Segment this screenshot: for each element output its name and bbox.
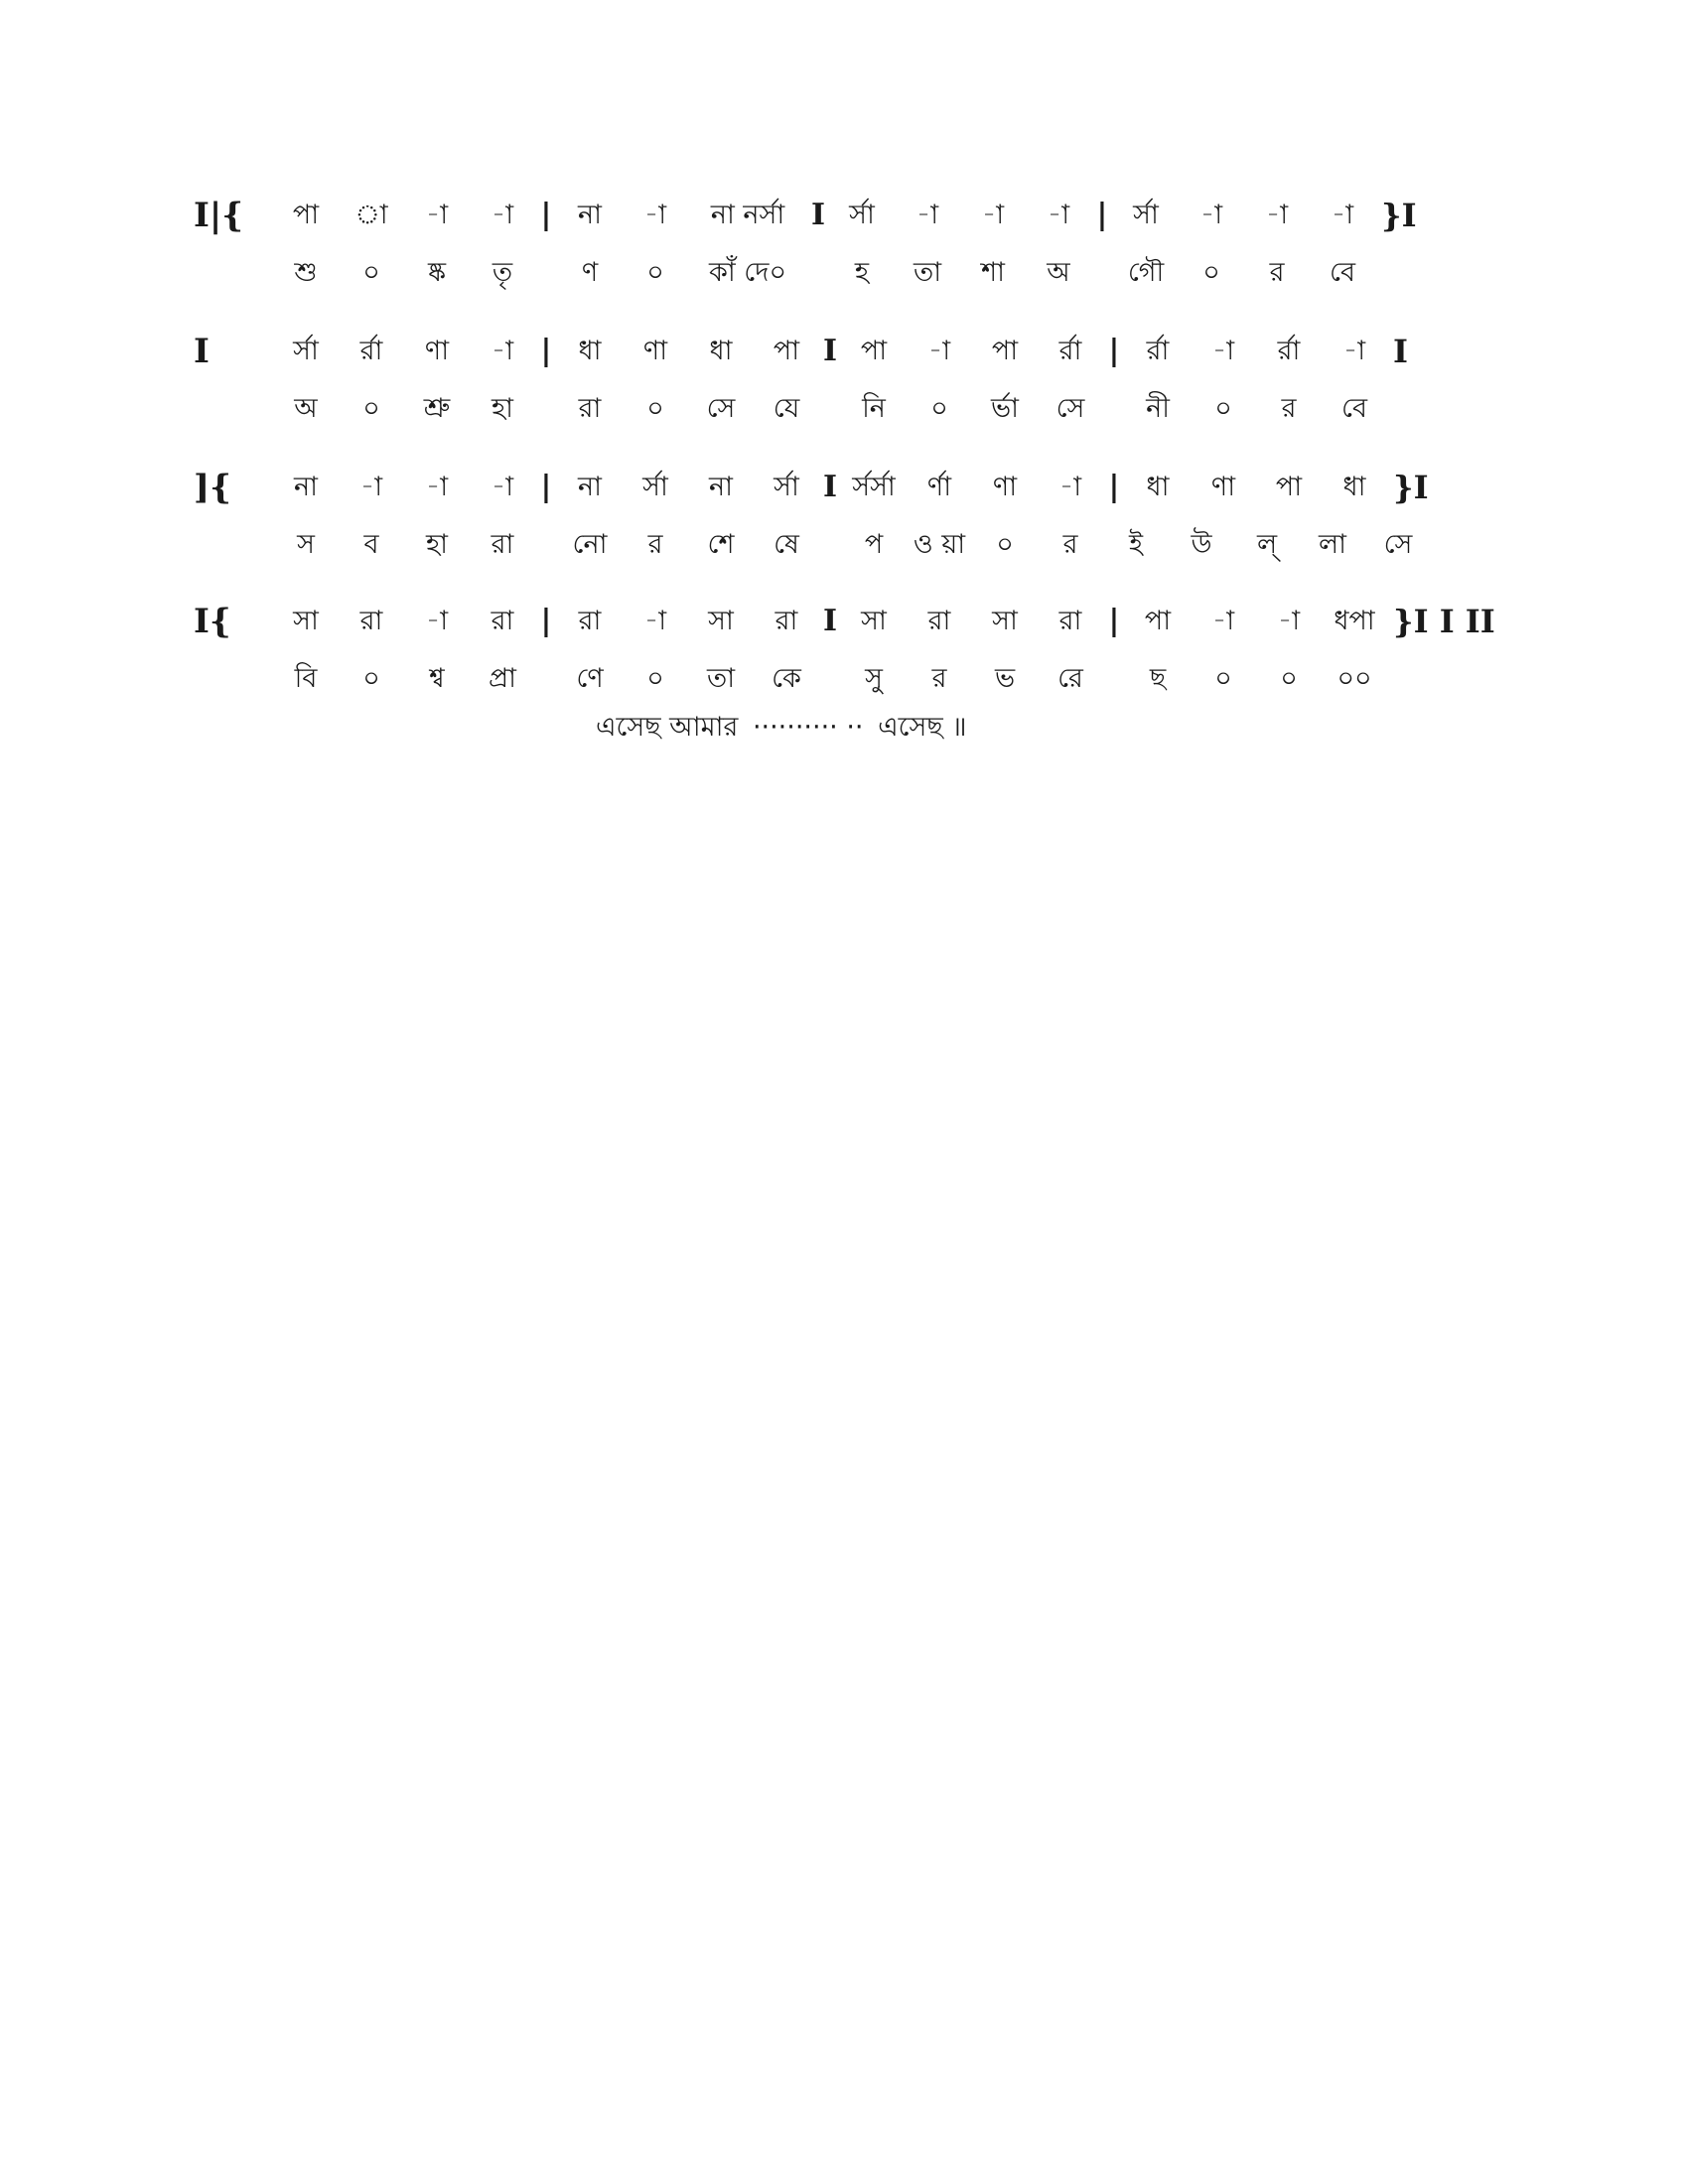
lyric-syllable: র xyxy=(1281,393,1297,424)
lyric-syllable: রা xyxy=(578,393,602,424)
notation-section-3 xyxy=(194,459,1494,574)
note: রা xyxy=(927,606,951,636)
lyric-syllable: ল্ xyxy=(1256,529,1278,560)
lyric-syllable: কাঁ দে০ xyxy=(709,257,786,288)
lyric-syllable: হ xyxy=(854,257,870,288)
lyric-syllable: শা xyxy=(981,257,1005,288)
note: পা xyxy=(773,336,800,366)
note: সা xyxy=(861,606,887,636)
lyric-cells xyxy=(273,650,1494,708)
note: ণা xyxy=(992,472,1018,502)
note: -া xyxy=(1331,200,1354,230)
notes-row xyxy=(194,187,1494,244)
lyric-cells xyxy=(273,380,1494,438)
note: না xyxy=(709,472,733,502)
lyric-syllable: ০ xyxy=(362,663,380,694)
lyric-syllable: র xyxy=(1062,529,1078,560)
note: র্রা xyxy=(1146,336,1170,366)
note: র্ণা xyxy=(926,472,952,502)
note: র্রা xyxy=(359,336,383,366)
lyrics-row xyxy=(194,244,1494,302)
lyric-cells xyxy=(273,244,1494,302)
note: ধপা xyxy=(1334,606,1375,636)
lyric-syllable: ণ xyxy=(581,257,599,288)
note: -া xyxy=(927,336,951,366)
note: -া xyxy=(425,606,449,636)
note: -া xyxy=(491,200,514,230)
lyric-syllable: ০ xyxy=(930,393,948,424)
note: র্সা xyxy=(849,200,875,230)
lyric-syllable: বে xyxy=(1341,393,1367,424)
note: রা xyxy=(578,606,602,636)
lyric-syllable: বি xyxy=(294,663,318,694)
lyric-syllable: রা xyxy=(491,529,514,560)
lyric-syllable: নী xyxy=(1146,393,1170,424)
lyrics-row xyxy=(194,650,1494,708)
row-start-marker: I|{ xyxy=(194,196,244,235)
note: র্সা xyxy=(642,472,668,502)
note: ণা xyxy=(642,336,668,366)
lyric-syllable: শ্রু xyxy=(423,393,451,424)
note: সা xyxy=(708,606,734,636)
bar-divider: | xyxy=(1108,604,1120,638)
lyric-syllable: ০ xyxy=(646,393,664,424)
lyric-syllable: ০ xyxy=(996,529,1014,560)
note: না xyxy=(294,472,318,502)
lyric-syllable: হা xyxy=(491,393,513,424)
row-end-marker: }I xyxy=(1381,197,1417,234)
note-cells xyxy=(273,323,1494,380)
lyrics-row xyxy=(194,380,1494,438)
bar-divider: | xyxy=(540,334,552,368)
note: রা xyxy=(491,606,514,636)
lyric-syllable: সে xyxy=(706,393,736,424)
note: র্সা xyxy=(293,336,319,366)
lyric-syllable: র xyxy=(1269,257,1285,288)
note: রা xyxy=(1058,606,1082,636)
lyric-syllable: র্ভা xyxy=(991,393,1019,424)
bar-divider: | xyxy=(1108,470,1120,504)
bar-divider: | xyxy=(1096,198,1108,232)
bar-divider: | xyxy=(540,604,552,638)
lyric-syllable: যে xyxy=(773,393,800,424)
lyric-syllable: ০ xyxy=(646,257,664,288)
lyric-syllable: সে xyxy=(1055,393,1085,424)
lyrics-row xyxy=(194,516,1494,574)
lyric-syllable: অ xyxy=(1047,257,1070,288)
note: া xyxy=(354,200,388,230)
lyric-syllable: হা xyxy=(425,529,448,560)
notation-section-1 xyxy=(194,187,1494,302)
note: -া xyxy=(359,472,383,502)
note: পা xyxy=(860,336,888,366)
notes-row xyxy=(194,323,1494,380)
note: ণা xyxy=(1210,472,1236,502)
note: -া xyxy=(981,200,1005,230)
lyric-syllable: কে xyxy=(772,663,801,694)
lyric-syllable: লা xyxy=(1319,529,1346,560)
notes-row xyxy=(194,459,1494,516)
lyric-syllable: গৌ xyxy=(1127,257,1165,288)
note-cells xyxy=(273,187,1494,244)
lyric-syllable: তৃ xyxy=(492,257,513,288)
lyric-syllable: ০০ xyxy=(1336,663,1372,694)
lyric-syllable: ষে xyxy=(774,529,799,560)
lyric-syllable: নো xyxy=(572,529,608,560)
lyric-syllable: ণে xyxy=(576,663,604,694)
lyric-syllable: বে xyxy=(1330,257,1355,288)
lyric-syllable: সু xyxy=(865,663,883,694)
refrain-start: এসেছ আমার xyxy=(596,712,739,743)
note: ধা xyxy=(709,336,733,366)
note-cells xyxy=(273,459,1494,516)
row-end-marker: I xyxy=(1393,333,1408,370)
note: সা xyxy=(293,606,319,636)
bar-divider: | xyxy=(1108,334,1120,368)
note: পা xyxy=(1275,472,1303,502)
bar-divider: | xyxy=(540,470,552,504)
lyric-syllable: ভ xyxy=(994,663,1016,694)
bar-divider: I xyxy=(822,604,838,638)
note: না xyxy=(578,472,602,502)
lyric-syllable: সে xyxy=(1383,529,1413,560)
note: ধা xyxy=(1146,472,1170,502)
row-end-marker: }I I II xyxy=(1393,603,1495,640)
note: র্রা xyxy=(1058,336,1082,366)
note: র্সর্সা xyxy=(852,472,896,502)
notation-section-4 xyxy=(194,593,1494,708)
lyric-syllable: ০ xyxy=(1202,257,1220,288)
note: -া xyxy=(1211,336,1235,366)
note: রা xyxy=(774,606,798,636)
lyric-cells xyxy=(273,516,1494,574)
lyric-syllable: শে xyxy=(707,529,735,560)
lyric-syllable: র xyxy=(931,663,947,694)
bar-divider: | xyxy=(540,198,552,232)
notation-section-2 xyxy=(194,323,1494,438)
lyric-syllable: নি xyxy=(862,393,886,424)
note: -া xyxy=(1277,606,1301,636)
note: -া xyxy=(1342,336,1366,366)
note: ধা xyxy=(1342,472,1366,502)
note: -া xyxy=(1211,606,1235,636)
note: -া xyxy=(425,472,449,502)
row-start-marker: I xyxy=(194,332,210,371)
note: -া xyxy=(491,336,514,366)
note: র্সা xyxy=(1133,200,1159,230)
lyric-syllable: ০ xyxy=(646,663,664,694)
note: রা xyxy=(359,606,383,636)
bar-divider: I xyxy=(810,198,826,232)
lyric-syllable: তা xyxy=(706,663,736,694)
note: -া xyxy=(643,200,667,230)
refrain-end: এসেছ ॥ xyxy=(878,712,967,743)
lyric-syllable: ০ xyxy=(1214,663,1232,694)
lyric-syllable: ই xyxy=(1128,529,1144,560)
note: -া xyxy=(425,200,449,230)
note: -া xyxy=(491,472,514,502)
note: -া xyxy=(1199,200,1223,230)
note: না xyxy=(578,200,602,230)
row-end-marker: }I xyxy=(1393,469,1429,506)
note: র্রা xyxy=(1277,336,1301,366)
note: পা xyxy=(292,200,320,230)
bar-divider: I xyxy=(822,470,838,504)
note: ধা xyxy=(578,336,602,366)
lyric-syllable: ছ xyxy=(1149,663,1167,694)
lyric-syllable: শু xyxy=(294,257,318,288)
lyric-syllable: র xyxy=(647,529,663,560)
row-start-marker: I{ xyxy=(194,602,231,641)
bar-divider: I xyxy=(822,334,838,368)
lyric-syllable: ০ xyxy=(1214,393,1232,424)
lyric-syllable: অ xyxy=(294,393,318,424)
lyric-syllable: ০ xyxy=(1280,663,1298,694)
note: -া xyxy=(1047,200,1070,230)
lyric-syllable: স xyxy=(297,529,315,560)
note-cells xyxy=(273,593,1494,650)
refrain-line xyxy=(596,707,973,751)
lyric-syllable: ষ্ক xyxy=(427,257,447,288)
lyric-syllable: ০ xyxy=(362,393,380,424)
lyric-syllable: ব xyxy=(363,529,379,560)
lyric-syllable: রে xyxy=(1057,663,1083,694)
notes-row xyxy=(194,593,1494,650)
lyric-syllable: উ xyxy=(1191,529,1212,560)
lyric-syllable: ও য়া xyxy=(913,529,966,560)
note: পা xyxy=(1144,606,1172,636)
note: ণা xyxy=(424,336,450,366)
lyric-syllable: তা xyxy=(913,257,942,288)
note: -া xyxy=(643,606,667,636)
note: পা xyxy=(991,336,1019,366)
lyric-syllable: প xyxy=(864,529,884,560)
note: সা xyxy=(992,606,1018,636)
row-start-marker: ]{ xyxy=(194,468,231,507)
note: না নর্সা xyxy=(710,200,785,230)
lyric-syllable: শ্ব xyxy=(429,663,445,694)
note: র্সা xyxy=(774,472,799,502)
lyric-syllable: ০ xyxy=(362,257,380,288)
note: -া xyxy=(915,200,939,230)
note: -া xyxy=(1058,472,1082,502)
refrain-dots: ·········· ·· xyxy=(752,712,864,743)
lyric-syllable: প্রা xyxy=(489,663,516,694)
note: -া xyxy=(1265,200,1289,230)
